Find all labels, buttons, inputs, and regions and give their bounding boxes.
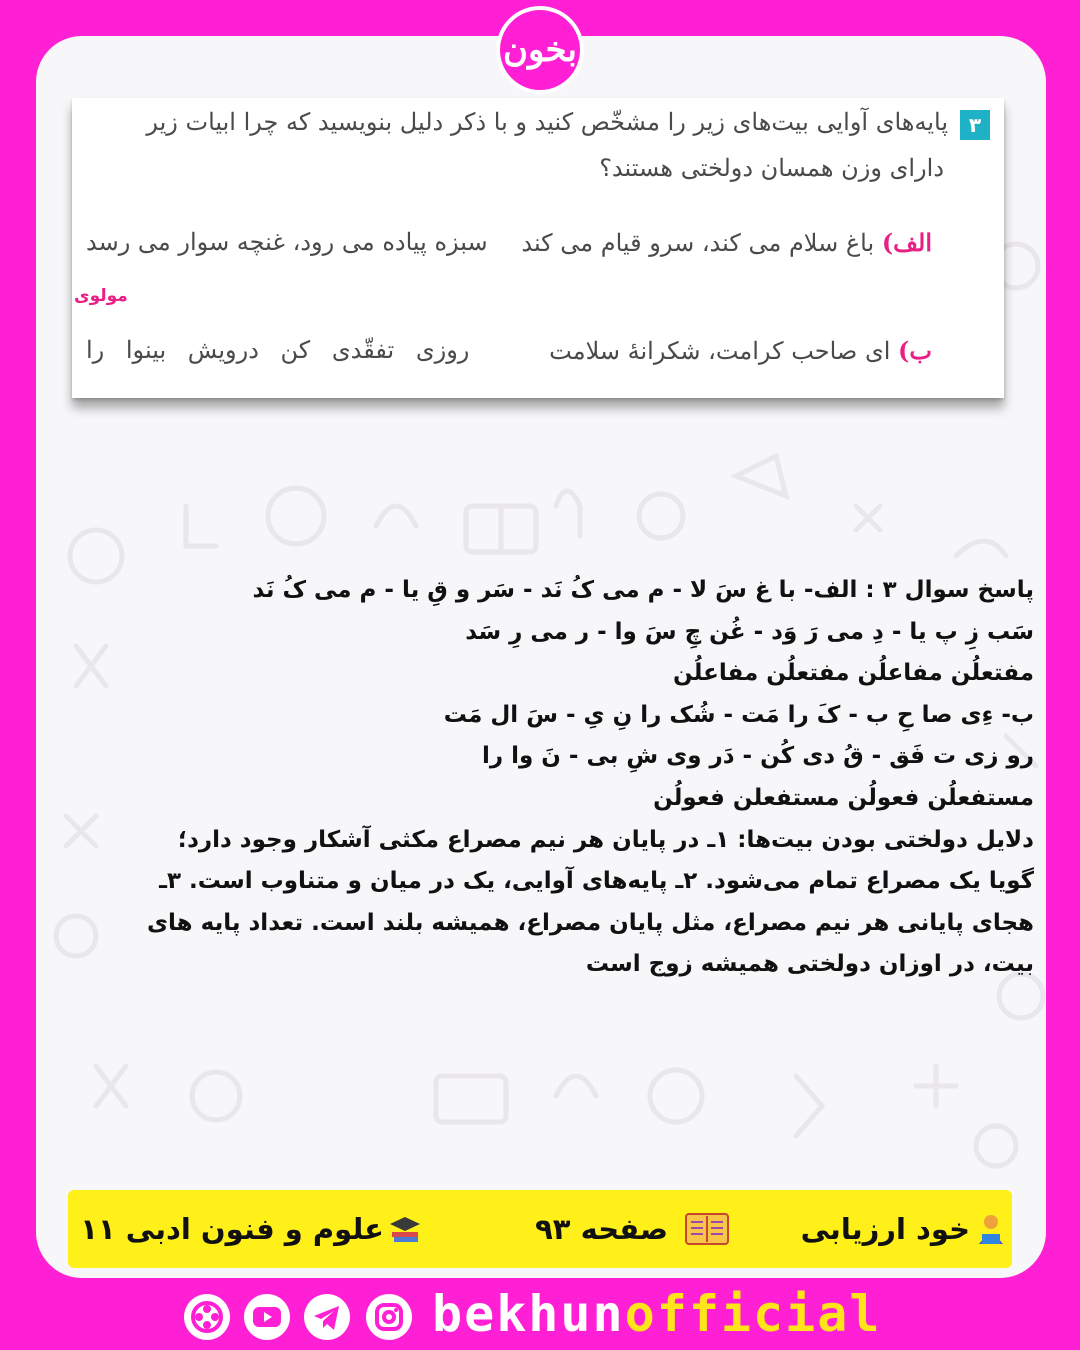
telegram-icon[interactable] <box>304 1294 350 1340</box>
question-text-line2: دارای وزن همسان دولختی هستند؟ <box>599 154 944 182</box>
brand-logo-text: بخون <box>503 30 577 70</box>
verse-a-left: سبزه پیاده می رود، غنچه سوار می رسد <box>86 228 488 256</box>
answer-line: سَب زِ پ یا - دِ می رَ وَد - غُن چِ سَ وا - ر می رِ سَد <box>465 618 1034 645</box>
brand-handle <box>432 1285 881 1345</box>
question-number: ۳ <box>960 110 990 140</box>
book-excerpt <box>72 98 1004 398</box>
instagram-icon[interactable] <box>366 1294 412 1340</box>
aparat-icon[interactable] <box>184 1294 230 1340</box>
brand-handle-part2: official <box>624 1285 882 1343</box>
footer-info-bar <box>68 1190 1012 1268</box>
answer-line: مستفعلُن فعولُن مستفعلن فعولُن <box>653 784 1034 811</box>
brand-handle-part1: bekhun <box>432 1285 625 1343</box>
verse-a-right <box>521 228 932 257</box>
answer-line: دلایل دولختی بودن بیت‌ها: ۱ـ در پایان هر نیم مصراع مکثی آشکار وجود دارد؛ <box>177 826 1034 853</box>
answer-line: ب- ءِی صا حِ ب - کَ را مَت - شُک را نِ یِ - سَ ال مَت <box>443 701 1034 728</box>
verse-a-label: الف) <box>881 228 932 257</box>
page-number <box>535 1190 730 1268</box>
book-title <box>80 1190 422 1268</box>
answer-line: گویا یک مصراع تمام می‌شود. ۲ـ پایه‌های آوایی، یک در میان و متناوب است. ۳ـ <box>159 868 1034 895</box>
answer-line: هجای پایانی هر نیم مصراع، مثل پایان مصراع، همیشه بلند است. تعداد پایه های <box>146 909 1034 936</box>
page-number-label: صفحه ۹۳ <box>535 1212 668 1246</box>
answer-line: مفتعلُن مفاعلُن مفتعلُن مفاعلُن <box>673 660 1034 687</box>
answer-line: پاسخ سوال ۳ : الف- با غ سَ لا - م می کُ نَد - سَر و قِ یا - م می کُ نَد <box>252 577 1034 603</box>
verse-b-right <box>549 336 932 365</box>
open-book-icon <box>684 1212 730 1246</box>
answer-line: رو زی ت فَق - قُ دی کُن - دَر وی شِ بی - نَ وا را <box>481 743 1034 770</box>
question-text-line1: پایه‌های آوایی بیت‌های زیر را مشخّص کنید و با ذکر دلیل بنویسید که چرا ابیات زیر <box>146 108 948 136</box>
verse-b-left: روزی تفقّدی کن درویش بینوا را <box>86 336 470 364</box>
self-assessment-label: خود ارزیابی <box>800 1212 970 1246</box>
verse-b-label: ب) <box>898 336 932 365</box>
youtube-icon[interactable] <box>244 1294 290 1340</box>
teacher-icon <box>974 1212 1008 1246</box>
verse-a-right-text: باغ سلام می کند، سرو قیام می کند <box>521 229 875 257</box>
book-title-label: علوم و فنون ادبی ۱۱ <box>80 1212 384 1246</box>
poet-name: مولوی <box>74 286 128 306</box>
verse-b-right-text: ای صاحب کرامت، شکرانهٔ سلامت <box>549 337 891 365</box>
self-assessment <box>801 1190 1008 1268</box>
answer-line: بیت، در اوزان دولختی همیشه زوج است <box>585 951 1034 978</box>
answer-block <box>40 570 1034 986</box>
graduation-books-icon <box>388 1212 422 1246</box>
brand-logo <box>496 6 584 94</box>
